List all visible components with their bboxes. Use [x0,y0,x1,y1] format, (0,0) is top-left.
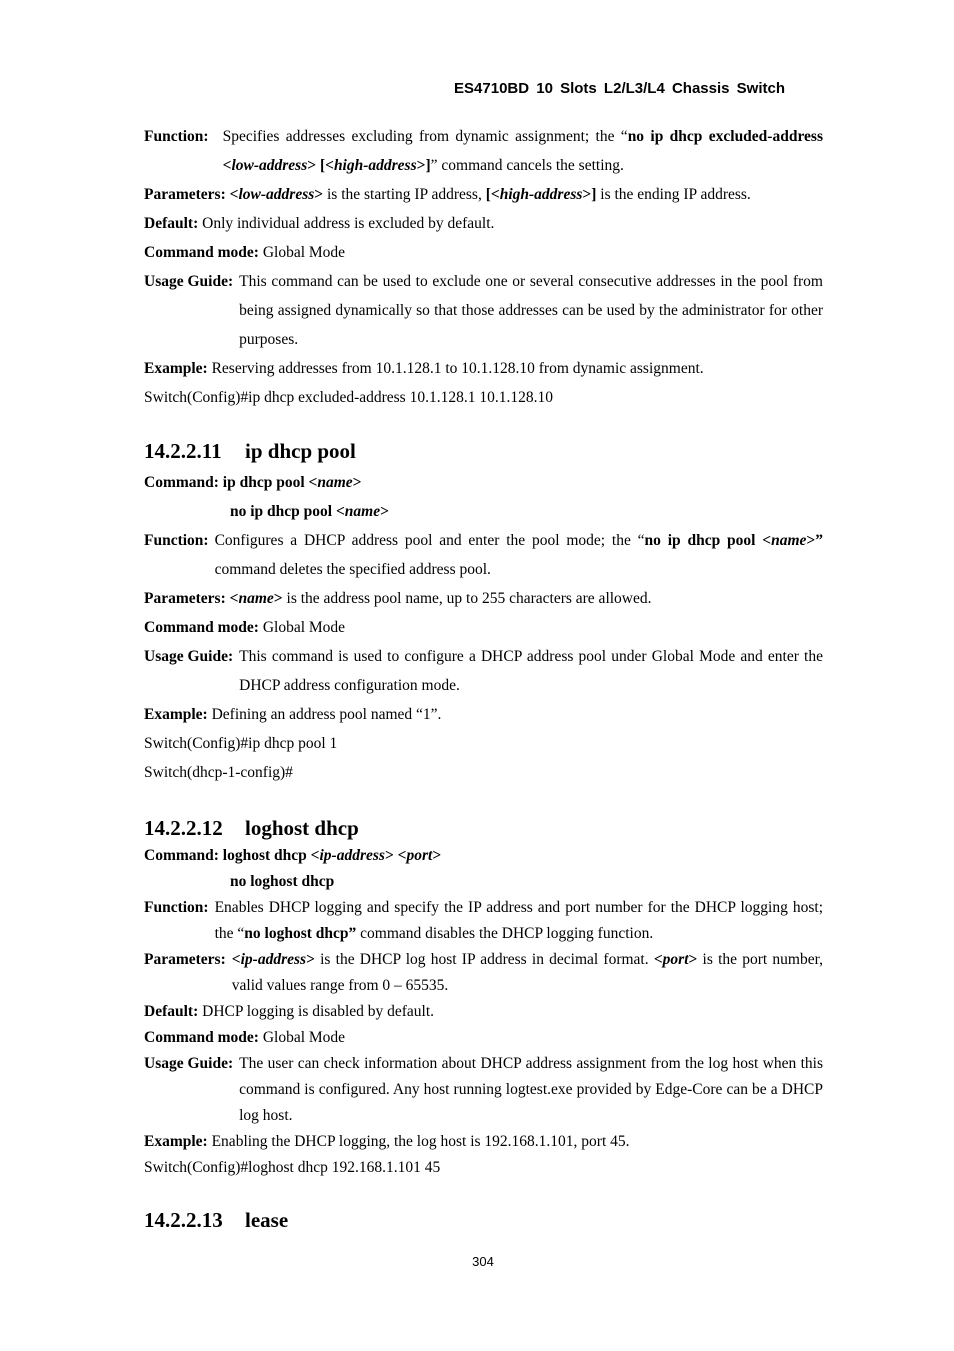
no-command-paragraph: no loghost dhcp [230,873,335,890]
page-content [144,122,823,1235]
parameters-label: Parameters: [144,951,226,968]
command-paragraph: Command: ip dhcp pool <name> [144,474,362,491]
example-paragraph: Example: Defining an address pool named “1”. [144,706,442,723]
usage-guide-paragraph [144,642,823,700]
example-command: Switch(Config)#loghost dhcp 192.168.1.101 45 [144,1159,441,1176]
function-text: Configures a DHCP address pool and enter the pool mode; the “no ip dhcp pool <name>” command deletes the specified address pool. [214,532,824,578]
section-title: ip dhcp pool [245,439,356,463]
parameters-paragraph: Parameters: <name> is the address pool name, up to 255 characters are allowed. [144,590,652,607]
example-command: Switch(Config)#ip dhcp excluded-address 10.1.128.1 10.1.128.10 [144,389,553,406]
parameters-paragraph: Parameters: <low-address> is the starting IP address, [<high-address>] is the ending IP address. [144,186,751,203]
function-label: Function: [144,128,209,145]
section-title: loghost dhcp [245,816,359,840]
example-command: Switch(Config)#ip dhcp pool 1 [144,735,338,752]
section-heading [144,813,823,843]
function-paragraph [144,526,823,584]
page-header: ES4710BD 10 Slots L2/L3/L4 Chassis Switch [454,80,785,97]
default-paragraph: Default: Only individual address is excluded by default. [144,215,495,232]
command-paragraph: Command: loghost dhcp <ip-address> <port> [144,847,442,864]
default-paragraph: Default: DHCP logging is disabled by default. [144,1003,435,1020]
example-paragraph: Example: Reserving addresses from 10.1.128.1 to 10.1.128.10 from dynamic assignment. [144,360,704,377]
section-heading [144,436,823,466]
usage-guide-paragraph [144,267,823,354]
function-paragraph [144,122,823,180]
usage-guide-label: Usage Guide: [144,648,234,665]
usage-guide-text: This command can be used to exclude one or several consecutive addresses in the pool from being assigned dynamically so that those addresses can be used by the administrator for other purposes. [239,273,823,348]
parameters-paragraph [144,947,823,999]
usage-guide-label: Usage Guide: [144,273,234,290]
section-number: 14.2.2.12 [144,816,223,840]
command-mode-paragraph: Command mode: Global Mode [144,1029,346,1046]
parameters-text: <ip-address> is the DHCP log host IP address in decimal format. <port> is the port number, valid values range from 0 – 65535. [231,951,823,994]
usage-guide-text: This command is used to configure a DHCP address pool under Global Mode and enter the DHCP address configuration mode. [239,648,823,694]
function-text: Specifies addresses excluding from dynamic assignment; the “no ip dhcp excluded-address <low-address> [<high-address>]” command cancels the setting. [222,128,823,174]
section-title: lease [245,1208,289,1232]
function-label: Function: [144,532,209,549]
example-command: Switch(dhcp-1-config)# [144,764,293,781]
function-label: Function: [144,899,209,916]
usage-guide-paragraph [144,1051,823,1129]
section-number: 14.2.2.13 [144,1208,223,1232]
usage-guide-label: Usage Guide: [144,1055,234,1072]
usage-guide-text: The user can check information about DHCP address assignment from the log host when this command is configured. Any host running logtest.exe provided by Edge-Core can be a DHCP log host. [239,1055,823,1124]
command-mode-paragraph: Command mode: Global Mode [144,244,346,261]
function-paragraph [144,895,823,947]
page-number: 304 [472,1254,494,1269]
command-mode-paragraph: Command mode: Global Mode [144,619,346,636]
section-number: 14.2.2.11 [144,439,222,463]
section-heading [144,1205,823,1235]
no-command-paragraph: no ip dhcp pool <name> [230,503,389,520]
function-text: Enables DHCP logging and specify the IP address and port number for the DHCP logging host; the “no loghost dhcp” command disables the DHCP logging function. [214,899,823,942]
example-paragraph: Example: Enabling the DHCP logging, the log host is 192.168.1.101, port 45. [144,1133,630,1150]
